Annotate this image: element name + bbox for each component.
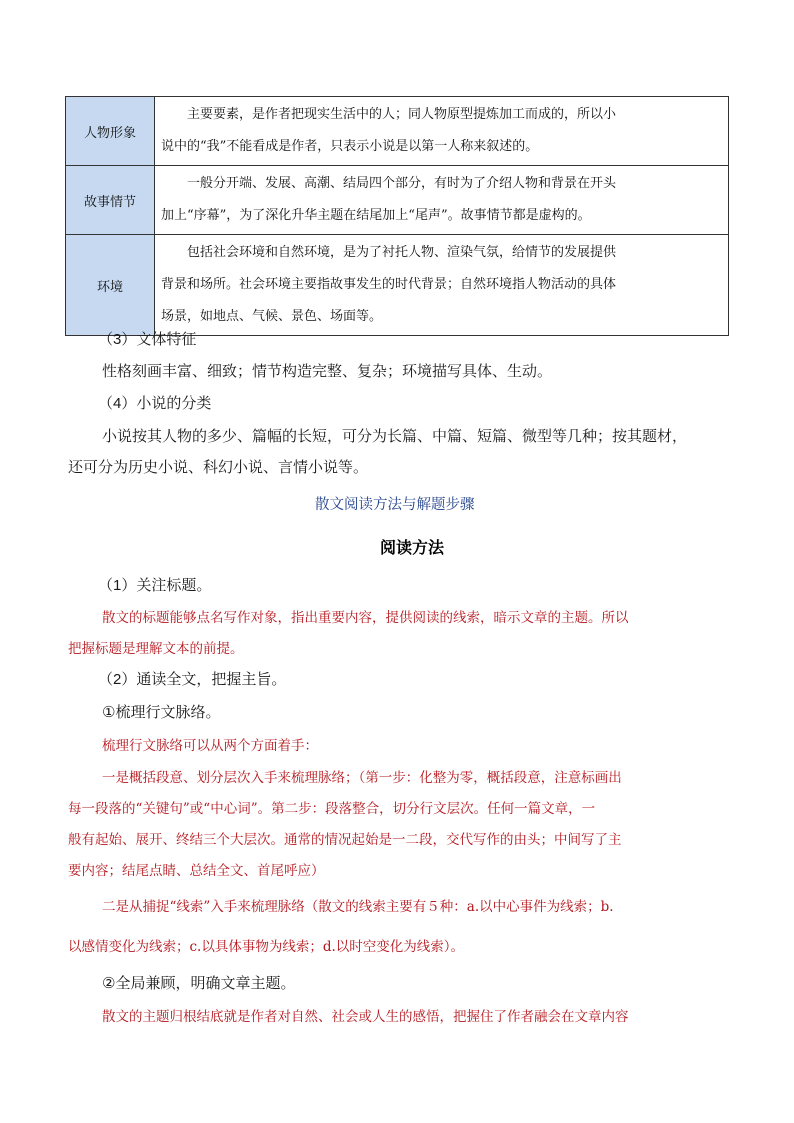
essay-subtitle: 阅读方法 — [380, 538, 445, 557]
sub1-title: ①梳理行文脉络。 — [102, 704, 221, 721]
way1-line2: 每一段落的“关键句”或“中心词”。第二步：段落整合，切分行文层次。任何一篇文章，一 — [68, 801, 596, 817]
row-content-environment — [155, 235, 729, 336]
way1-line4: 要内容；结尾点睛、总结全文、首尾呼应） — [68, 863, 325, 879]
section4-title: （4）小说的分类 — [98, 395, 212, 412]
sub1-intro: 梳理行文脉络可以从两个方面着手： — [102, 738, 318, 754]
row-header-environment: 环境 — [66, 235, 155, 336]
text-line: 说中的“我”不能看成是作者，只表示小说是以第一人称来叙述的。 — [161, 139, 539, 154]
text-line: 包括社会环境和自然环境，是为了衬托人物、渲染气氛，给情节的发展提供 — [187, 245, 617, 260]
section4-body-line1: 小说按其人物的多少、篇幅的长短，可分为长篇、中篇、短篇、微型等几种；按其题材， — [102, 428, 688, 445]
section3-title: （3）文体特征 — [98, 331, 197, 348]
row-content-plot — [155, 166, 729, 235]
text-line: 场景，如地点、气候、景色、场面等。 — [161, 309, 383, 324]
text-line: 加上“序幕”，为了深化升华主题在结尾加上“尾声”。故事情节都是虚构的。 — [161, 208, 591, 223]
novel-elements-table — [65, 96, 729, 336]
item2-title: （2）通读全文，把握主旨。 — [98, 671, 287, 688]
sub2-title: ②全局兼顾，明确文章主题。 — [102, 975, 296, 992]
table-row — [66, 166, 729, 235]
text-line: 主要要素，是作者把现实生活中的人；同人物原型提炼加工而成的，所以小 — [187, 107, 617, 122]
row-content-character — [155, 97, 729, 166]
essay-title: 散文阅读方法与解题步骤 — [315, 497, 475, 513]
sub2-line1: 散文的主题归根结底就是作者对自然、社会或人生的感悟，把握住了作者融会在文章内容 — [102, 1009, 629, 1025]
section3-body: 性格刻画丰富、细致；情节构造完整、复杂；环境描写具体、生动。 — [102, 363, 553, 380]
row-header-plot: 故事情节 — [66, 166, 155, 235]
item1-title: （1）关注标题。 — [98, 577, 212, 594]
way2-line2: 以感情变化为线索；c.以具体事物为线索；d.以时空变化为线索）。 — [68, 939, 465, 955]
text-line: 背景和场所。社会环境主要指故事发生的时代背景；自然环境指人物活动的具体 — [161, 277, 617, 292]
way1-line3: 般有起始、展开、终结三个大层次。通常的情况起始是一二段，交代写作的由头；中间写了主 — [68, 832, 622, 848]
table-row — [66, 97, 729, 166]
table-row — [66, 235, 729, 336]
item1-line2: 把握标题是理解文本的前提。 — [68, 641, 244, 657]
way2-line1: 二是从捕捉“线索”入手来梳理脉络（散文的线索主要有５种：a.以中心事件为线索；b. — [102, 899, 614, 915]
item1-line1: 散文的标题能够点名写作对象，指出重要内容，提供阅读的线索，暗示文章的主题。所以 — [102, 610, 629, 626]
row-header-character: 人物形象 — [66, 97, 155, 166]
way1-line1: 一是概括段意、划分层次入手来梳理脉络；（第一步：化整为零，概括段意，注意标画出 — [102, 770, 622, 786]
section4-body-line2: 还可分为历史小说、科幻小说、言情小说等。 — [68, 459, 369, 476]
text-line: 一般分开端、发展、高潮、结局四个部分，有时为了介绍人物和背景在开头 — [187, 176, 617, 191]
